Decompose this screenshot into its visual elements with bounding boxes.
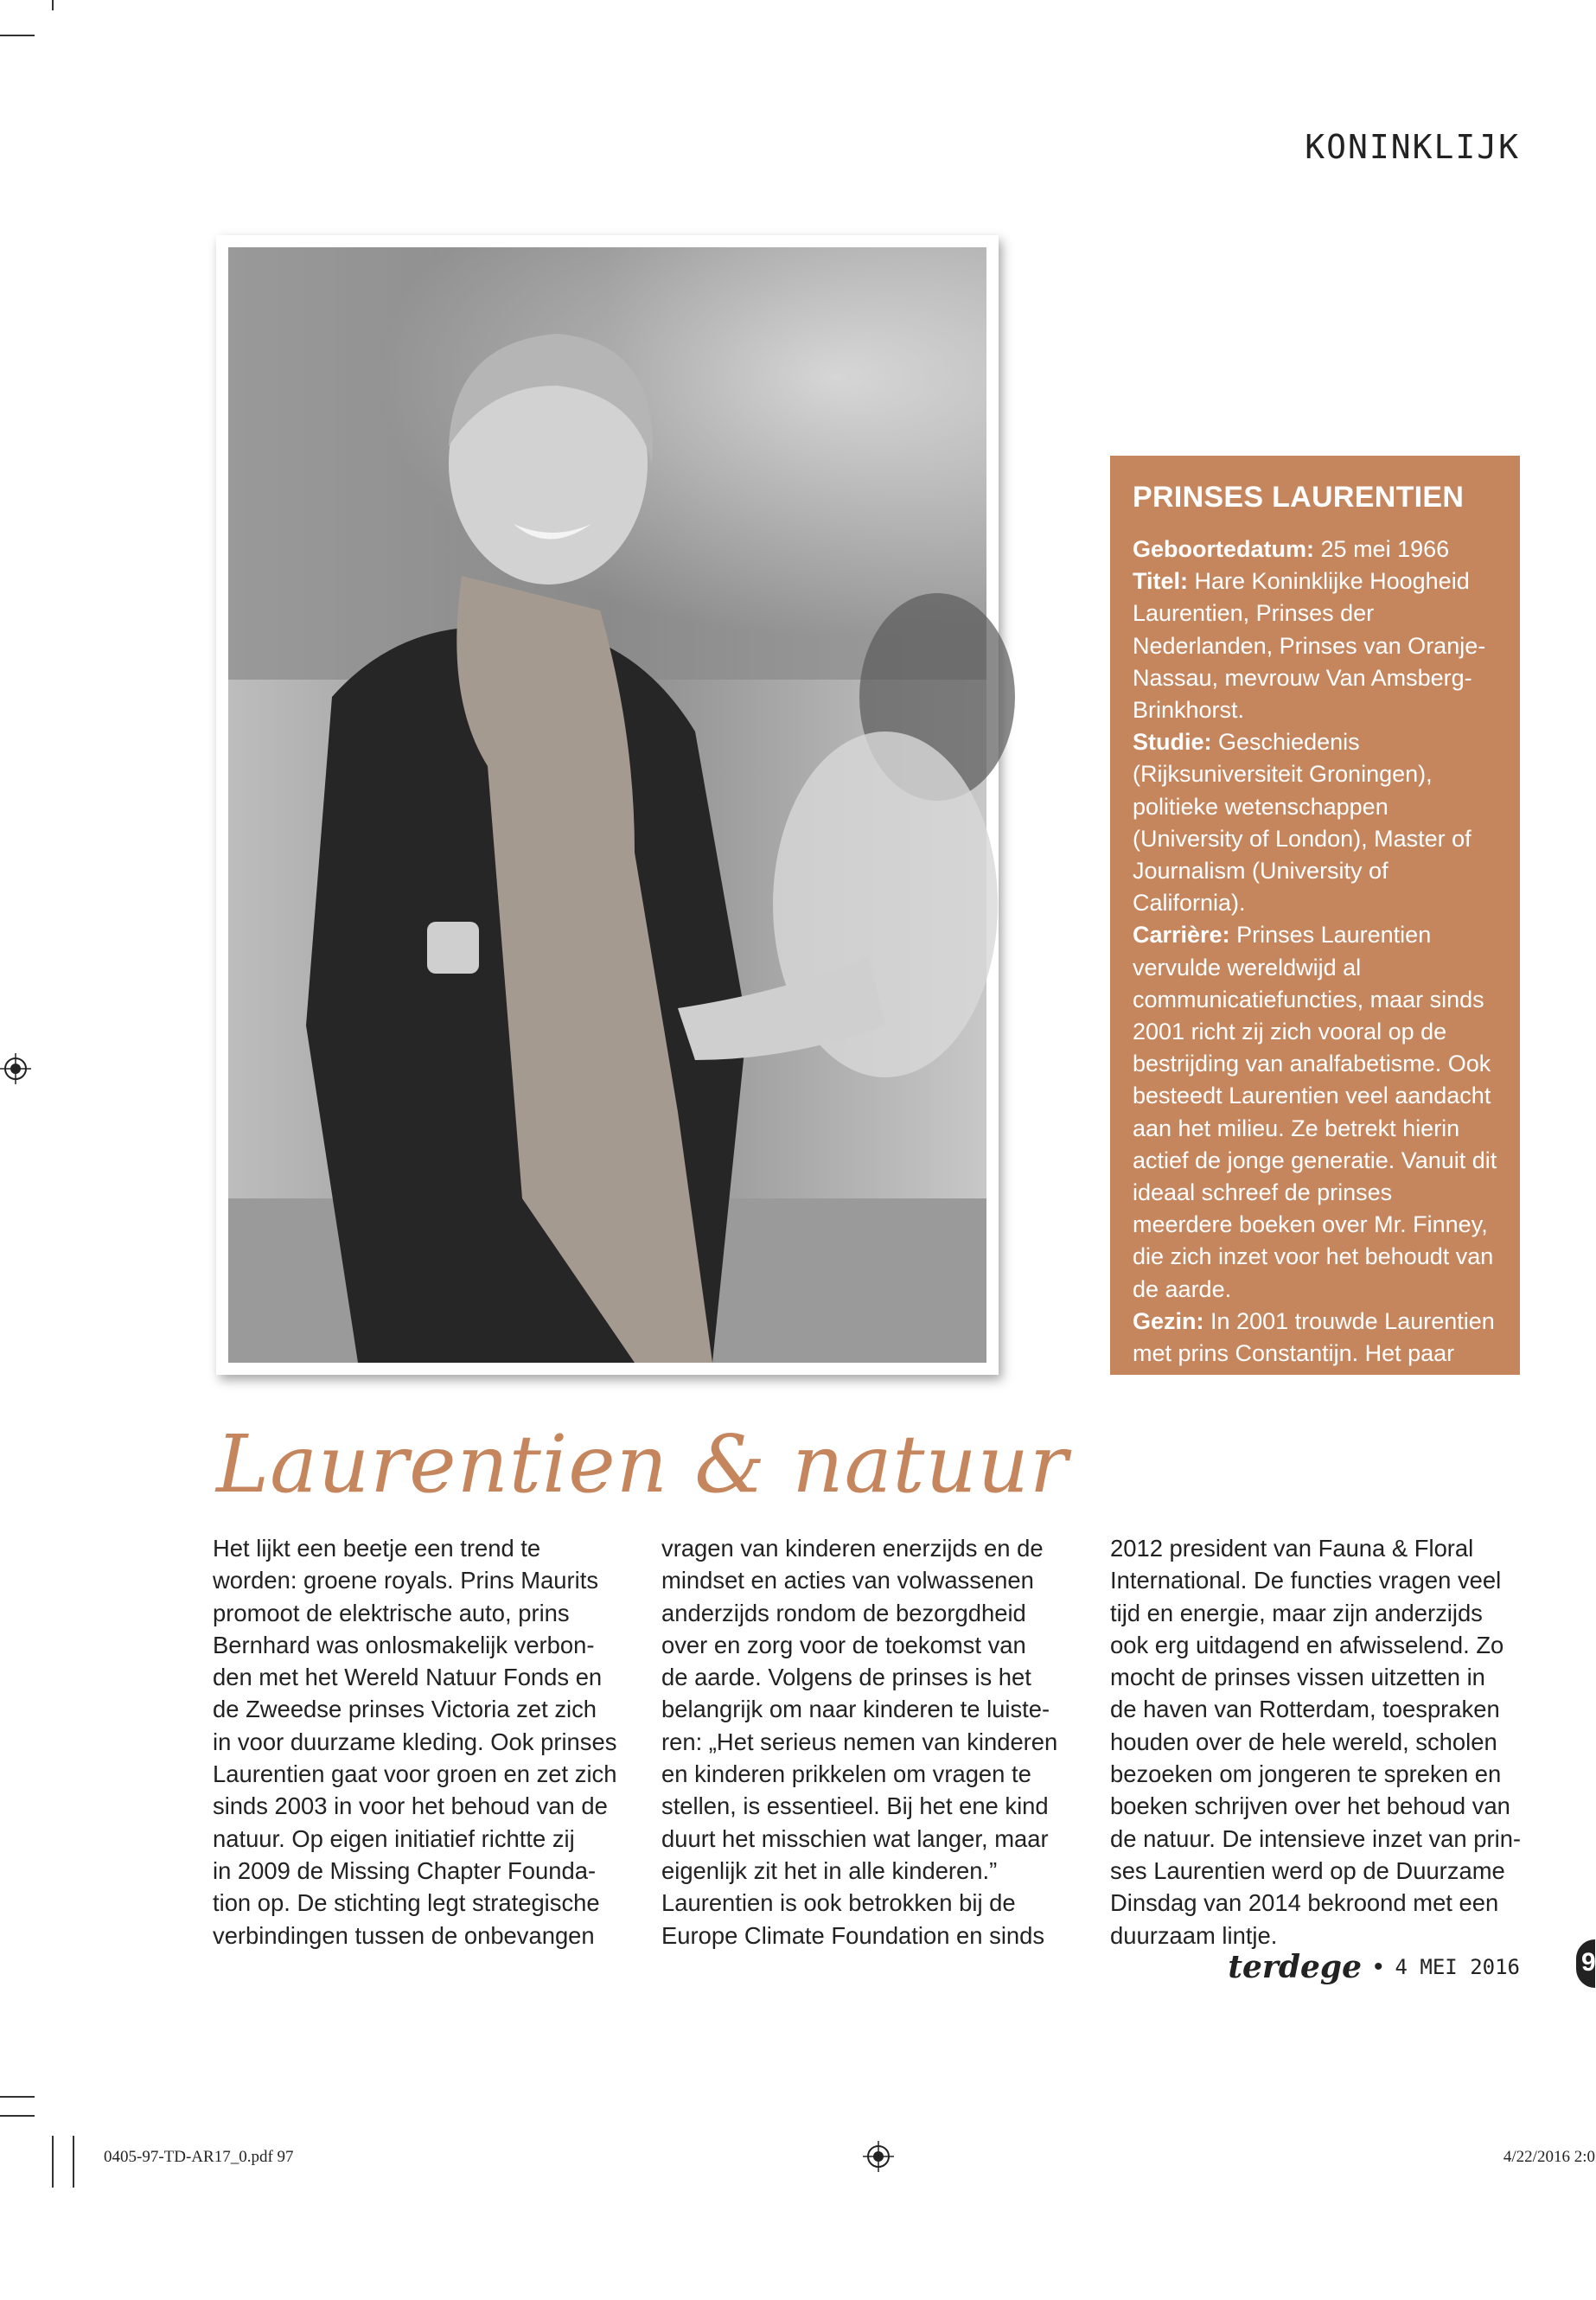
birth-text: 25 mei 1966 [1320, 536, 1450, 562]
info-box-text [1133, 533, 1497, 1434]
body-text: vragen van kinderen enerzijds en de mindset en acties van volwassenen anderzijds rondom de bezorgdheid over en zorg voor de toekomst van de aarde. Volgens de prinses is het belangrijk om naar kinderen te luiste- ren: „Het serieus nemen van kinderen en kinderen prikkelen om vragen te stellen, is essentieel. Bij het ene kind duurt het misschien wat langer, maar eigenlijk zit het in alle kinderen.” Laurentien is ook betrokken bij de Europe Climate Foundation en sinds [661, 1535, 1058, 1949]
info-box-title: PRINSES LAURENTIEN [1133, 481, 1465, 514]
crop-mark [73, 2136, 74, 2188]
portrait-photo [228, 247, 986, 1363]
print-slug-file: 0405-97-TD-AR17_0.pdf 97 [104, 2148, 294, 2166]
portrait-illustration [228, 247, 986, 1363]
print-slug-date: 4/22/2016 2:0 [1503, 2148, 1595, 2166]
birth-label: Geboortedatum: [1133, 536, 1315, 562]
study-label: Studie: [1133, 729, 1212, 756]
body-column-2 [661, 1532, 1085, 1952]
article-headline: Laurentien & natuur [216, 1418, 1069, 1511]
page-number-tab [1576, 1939, 1595, 1988]
career-label: Carrière: [1133, 922, 1230, 949]
crop-mark [0, 2115, 35, 2117]
registration-mark-icon [863, 2141, 894, 2172]
magazine-brand: terdege [1228, 1949, 1362, 1985]
footer-separator: • [1373, 1952, 1383, 1981]
photo-frame [216, 235, 999, 1375]
crop-mark [0, 35, 35, 36]
family-text: In 2001 trouwde Laurentien met prins Constantijn. Het paar kreeg Eloise (2002), Claus-Casimir (2004) en Leonore (2006). [1133, 1307, 1495, 1431]
registration-mark-icon [0, 1053, 31, 1084]
page-number: 9 [1581, 1948, 1596, 1977]
study-text: Geschiedenis (Rijksuniversiteit Groningen), politieke wetenschappen (University of London), Master of Journalism (University of California). [1133, 729, 1472, 917]
body-text: 2012 president van Fauna & Floral International. De functies vragen veel tijd en energie, maar zijn anderzijds ook erg uitdagend en afwisselend. Zo mocht de prinses vissen uitzetten in de haven van Rotterdam, toespraken houden over de hele wereld, scholen bezoeken om jongeren te spreken en boeken schrijven over het behoud van de natuur. De intensieve inzet van prin- ses Laurentien werd op de Duurzame Dinsdag van 2014 bekroond met een duurzaam lintje. [1110, 1535, 1522, 1949]
title-text: Hare Koninklijke Hoogheid Laurentien, Prinses der Nederlanden, Prinses van Oranje-Nassau, mevrouw Van Amsberg-Brinkhorst. [1133, 568, 1486, 724]
family-label: Gezin: [1133, 1307, 1204, 1334]
career-text: Prinses Laurentien vervulde wereldwijd al communicatiefuncties, maar sinds 2001 richt zij zich vooral op de bestrijding van analfabetisme. Ook besteedt Laurentien veel aandacht aan het milieu. Ze betrekt hierin actief de jonge generatie. Vanuit dit ideaal schreef de prinses meerdere boeken over Mr. Finney, die zich inzet voor het behoudt van de aarde. [1133, 922, 1497, 1302]
body-text: Het lijkt een beetje een trend te worden: groene royals. Prins Maurits promoot de elektrische auto, prins Bernhard was onlosmakelijk verbon- den met het Wereld Natuur Fonds en de Zweedse prinses Victoria zet zich in voor duurzame kleding. Ook prinses Laurentien gaat voor groen en zet zich sinds 2003 in voor het behoud van de natuur. Op eigen initiatief richtte zij in 2009 de Missing Chapter Founda- tion op. De stichting legt strategische verbindingen tussen de onbevangen [213, 1535, 617, 1949]
issue-date: 4 MEI 2016 [1395, 1955, 1520, 1979]
info-box [1110, 456, 1520, 1431]
body-column-1 [213, 1532, 636, 1952]
crop-mark [52, 0, 54, 10]
body-column-3 [1110, 1532, 1534, 1952]
crop-mark [52, 2136, 54, 2188]
crop-mark [0, 2096, 35, 2098]
title-label: Titel: [1133, 568, 1189, 595]
section-label: KONINKLIJK [1305, 128, 1520, 166]
page-footer [1228, 1949, 1520, 1985]
